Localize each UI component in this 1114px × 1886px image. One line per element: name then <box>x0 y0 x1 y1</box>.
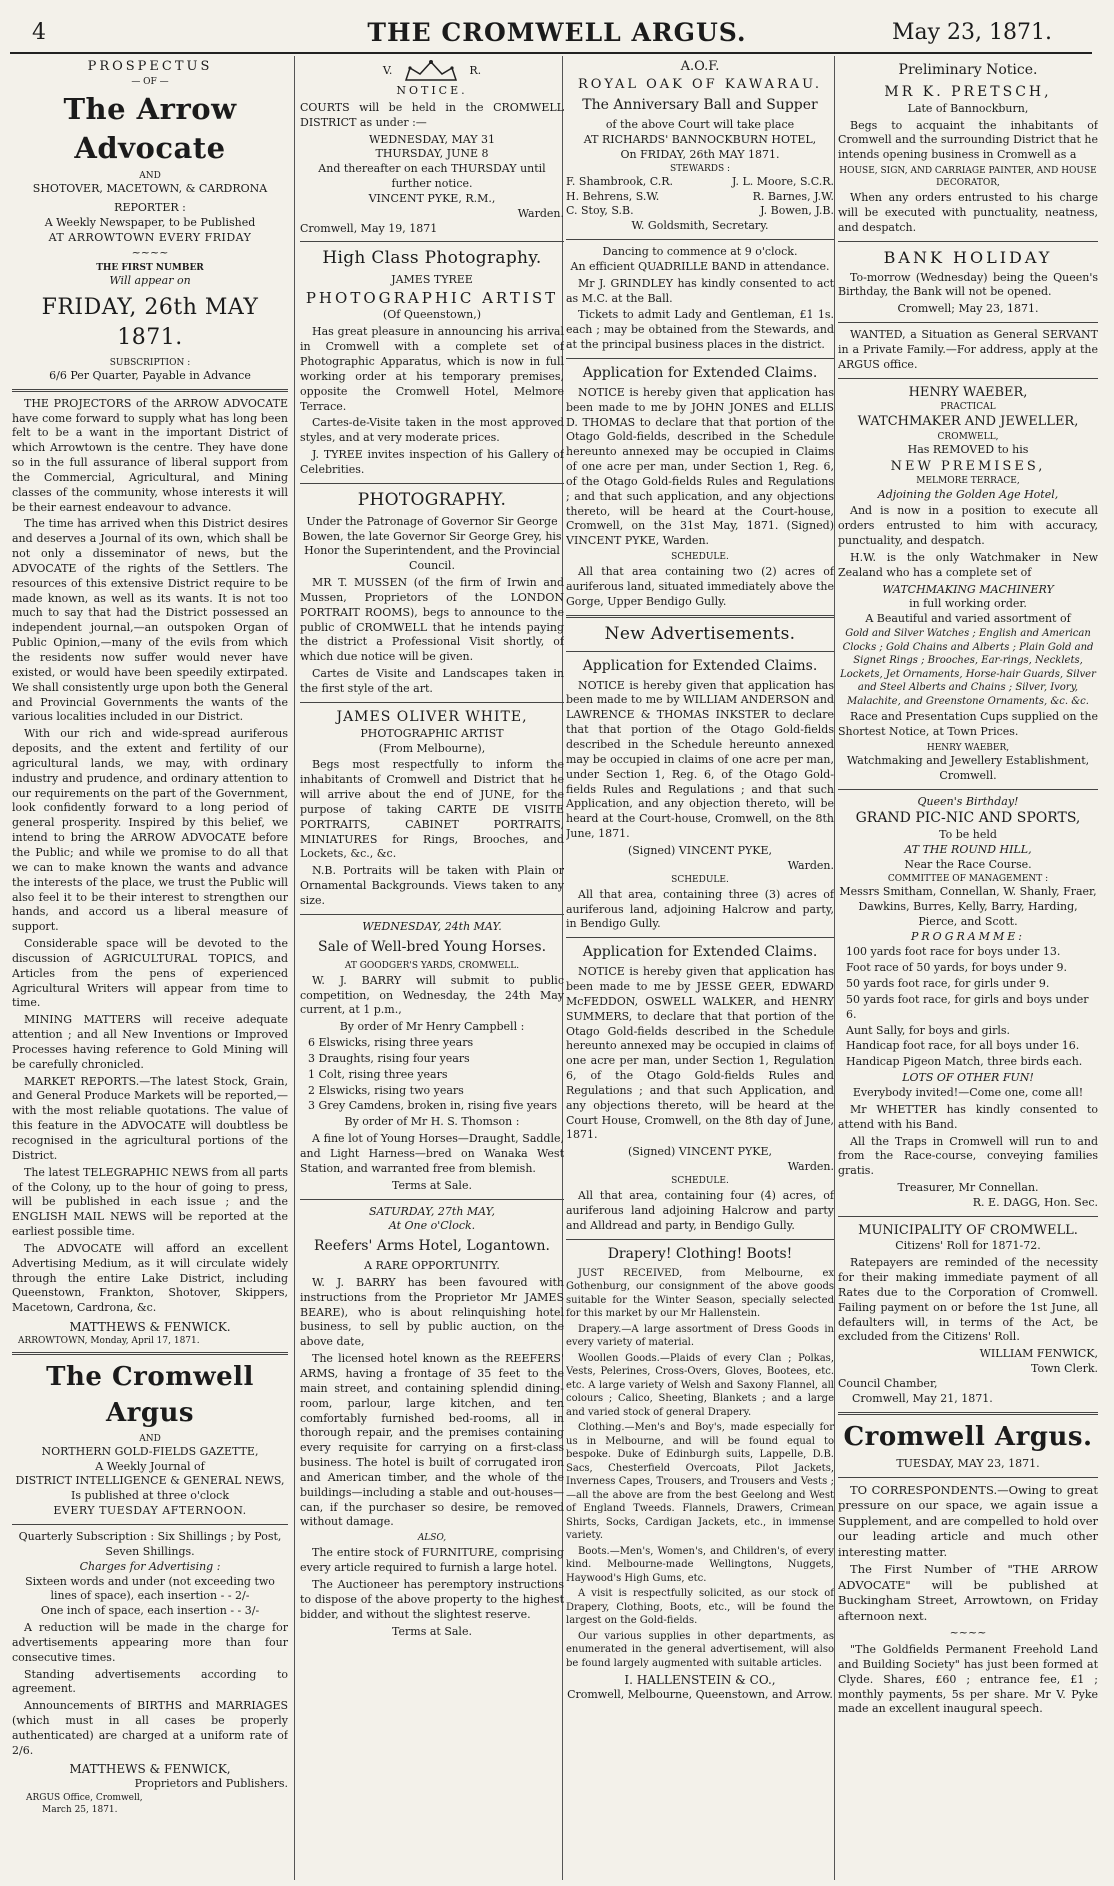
barry-sale: W. J. BARRY will submit to public competition, on Wednesday, the 24th May current, at 1 p.m., <box>300 973 564 1017</box>
schedule-2: All that area, containing three (3) acres of auriferous land, adjoining Halcrow and party, in Bendigo Gully. <box>566 887 834 931</box>
tyree: JAMES TYREE <box>391 273 473 287</box>
arrow-advocate-masthead: The Arrow Advocate <box>63 91 237 165</box>
prospectus-paragraph: The ADVOCATE will afford an excellent Advertising Medium, as it will circulate widely through the entire Lake District, including Queenstown, Frankton, Shotover, Skippers, Macetown, Cardrona, &c. <box>12 1241 288 1315</box>
rule <box>566 615 834 618</box>
office: ARGUS Office, Cromwell, <box>26 1792 143 1803</box>
tuesday-note: EVERY TUESDAY AFTERNOON. <box>53 1504 247 1518</box>
dancing: Dancing to commence at 9 o'clock. <box>602 245 798 259</box>
photography-heading: PHOTOGRAPHY. <box>357 489 507 510</box>
programme: PROGRAMME: <box>911 929 1025 943</box>
cromwell-2: Cromwell. <box>939 768 997 782</box>
race-item: Foot race of 50 yards, for boys under 9. <box>846 961 1068 975</box>
extended-claims-heading: Application for Extended Claims. <box>582 657 818 674</box>
claims-notice-3: NOTICE is hereby given that application has been made to me by JESSE GEER, EDWARD McFEDDON, OSWELL WALKER, and HENRY SUMMERS, to declare that that portion of the Otago Gold-fields described in the Schedule hereunto annexed may be occupied in claims of one acre per man, under Section 1, Regulation 6, of the Otago Gold-fields Rules and Regulations ; and that such Application, and any objections thereto, will be heard at the Court House, Cromwell, on the 8th day of June, 1871. <box>566 965 834 1142</box>
of-queenstown: (Of Queenstown,) <box>382 308 482 322</box>
column-4 <box>838 58 1098 1880</box>
weekly-note: A Weekly Newspaper, to be Published <box>44 215 256 229</box>
prospectus-paragraph: Considerable space will be devoted to the discussion of AGRICULTURAL TOPICS, and Articles from the pens of experienced Agricultural Writers will appear from time to time. <box>12 937 288 1010</box>
page-number: 4 <box>32 20 46 45</box>
wanted-ad: WANTED, a Situation as General SERVANT in a Private Family.—For address, apply at the ARGUS office. <box>838 328 1098 371</box>
schedule-label: SCHEDULE. <box>671 552 729 563</box>
race-item: Handicap Pigeon Match, three birds each. <box>846 1055 1083 1069</box>
one-oclock: At One o'Clock. <box>388 1219 476 1233</box>
grindley: Mr J. GRINDLEY has kindly consented to act as M.C. at the Ball. <box>566 276 834 305</box>
ornament: ~~~~ <box>131 246 169 260</box>
high-class-photography: High Class Photography. <box>322 248 542 269</box>
treasurer: Treasurer, Mr Connellan. <box>897 1181 1039 1195</box>
stewards-row <box>566 175 834 190</box>
committee: COMMITTEE OF MANAGEMENT : <box>887 873 1049 884</box>
stewards-row <box>566 204 834 219</box>
jow-nb: N.B. Portraits will be taken with Plain or Ornamental Backgrounds. Views taken to any size. <box>300 864 564 907</box>
page-header <box>0 0 1114 52</box>
band: An efficient QUADRILLE BAND in attendance. <box>570 259 830 273</box>
rule <box>300 914 564 915</box>
signed: (Signed) VINCENT PYKE, <box>627 1145 773 1159</box>
traps: All the Traps in Cromwell will run to and from the Race-course, conveying families gratis. <box>838 1134 1098 1178</box>
photographic-artist: PHOTOGRAPHIC ARTIST <box>305 289 559 308</box>
woollen-goods: Woollen Goods.—Plaids of every Clan ; Polkas, Vests, Pelerines, Cross-Overs, Gloves, Bootees, etc. etc. A large variety of Welsh and Saxony Flannel, all colours ; Calico, Sheeting, Blankets ; and a large and varied stock of general Drapery. <box>566 1352 834 1418</box>
race-item: Handicap foot race, for all boys under 16. <box>846 1039 1080 1053</box>
gold-silver: Gold and Silver Watches ; English and American Clocks ; Gold Chains and Alberts ; Plain Gold and Signet Rings ; Brooches, Ear-rings, Necklets, Lockets, Jet Ornaments, Horse-hair Guards, Silver and Steel Alberts and Chains ; Silver, Ivory, Malachite, and Greenstone Ornaments, &c. &c. <box>840 628 1096 707</box>
subscription-price: 6/6 Per Quarter, Payable in Advance <box>49 368 251 382</box>
new-advertisements: New Advertisements. <box>604 623 796 644</box>
patronage: Under the Patronage of Governor Sir George Bowen, the late Governor Sir George Grey, his Honor the Superintendent, and the Provincial Council. <box>302 514 562 573</box>
rule <box>566 239 834 240</box>
rule <box>838 322 1098 323</box>
rare-opportunity: A RARE OPPORTUNITY. <box>364 1259 500 1273</box>
rule <box>838 1412 1098 1415</box>
cromwell-argus-masthead: The Cromwell Argus <box>46 1362 254 1428</box>
rate-2: One inch of space, each insertion - - 3/- <box>40 1604 260 1618</box>
crown-crest-icon <box>396 58 466 84</box>
journal-note: A Weekly Journal of <box>95 1459 205 1473</box>
reefers-heading: Reefers' Arms Hotel, Logantown. <box>314 1238 550 1255</box>
rule <box>566 651 834 652</box>
terms-2: Terms at Sale. <box>392 1624 472 1638</box>
practical: PRACTICAL <box>940 402 996 413</box>
visit-note: A visit is respectfully solicited, as our stock of Drapery, Clothing, Boots, etc., will be found the largest on the Gold-fields. <box>566 1588 834 1627</box>
rule <box>566 1239 834 1240</box>
chamber-date: Cromwell, May 21, 1871. <box>852 1391 993 1405</box>
tyree-invites: J. TYREE invites inspection of his Gallery of Celebrities. <box>300 448 564 476</box>
invited: Everybody invited!—Come one, come all! <box>852 1086 1084 1100</box>
anniversary-ball: The Anniversary Ball and Supper <box>582 97 818 114</box>
steward: R. Barnes, J.W. <box>752 189 834 203</box>
to-correspondents: TO CORRESPONDENTS.—Owing to great pressure on our space, we again issue a Supplement, and are compelled to hold over our leading article and much other interesting matter. <box>838 1482 1098 1559</box>
extended-claims-heading: Application for Extended Claims. <box>582 944 818 961</box>
council-chamber: Council Chamber, <box>838 1376 938 1390</box>
sale-date: WEDNESDAY, 24th MAY. <box>362 919 502 933</box>
waeber-position: And is now in a position to execute all orders entrusted to him with accuracy, punctuality, and despatch. <box>838 504 1098 548</box>
first-date: FRIDAY, 26th MAY 1871. <box>41 295 259 350</box>
column-2 <box>300 58 564 1880</box>
town-clerk: Town Clerk. <box>1031 1362 1098 1376</box>
citizens-roll: Citizens' Roll for 1871-72. <box>895 1239 1041 1253</box>
horse-lot: 6 Elswicks, rising three years <box>308 1036 474 1050</box>
steward: J. Bowen, J.B. <box>760 204 834 218</box>
rule <box>12 1524 288 1525</box>
editorial-date: TUESDAY, MAY 23, 1871. <box>896 1456 1040 1470</box>
first-number: THE FIRST NUMBER <box>96 263 204 274</box>
goldfields-society: "The Goldfields Permanent Freehold Land and Building Society" has just been formed at Clyde. Shares, £60 ; entrance fee, £1 ; monthly payments, 5s per share. Mr V. Pyke made an excellent inaugural speech. <box>838 1643 1098 1716</box>
prospectus-paragraph: THE PROJECTORS of the ARROW ADVOCATE have come forward to supply what has long been felt to be a want in the important District of which Arrowtown is the centre. They have done so in the full assurance of liberal support from the Commercial, Agricultural, and Mining classes of the community, whose interests it will be their earnest endeavour to advance. <box>12 396 288 514</box>
first-number-note: The First Number of "THE ARROW ADVOCATE" will be published at Buckingham Street, Arrowtown, on Friday afternoon next. <box>838 1562 1098 1623</box>
hallenstein: I. HALLENSTEIN & CO., <box>624 1673 776 1688</box>
rule <box>300 702 564 703</box>
jow-artist: PHOTOGRAPHIC ARTIST <box>360 726 504 740</box>
rule <box>566 937 834 938</box>
aof-heading: A.O.F. <box>680 59 720 74</box>
column-divider <box>834 56 835 1880</box>
district-note: DISTRICT INTELLIGENCE & GENERAL NEWS, <box>15 1474 285 1488</box>
licensed-hotel: The licensed hotel known as the REEFERS' ARMS, having a frontage of 35 feet to the main street, and containing splendid dining-room, parlour, large kitchen, and ten comfortably furnished bed-rooms, all in thorough repair, and the premises containing every requisite for carrying on a first-class business. The hotel is built of corrugated iron and American timber, and the whole of the buildings—including a stable and out-houses—can, if the purchaser so desire, be removed without damage. <box>300 1352 564 1529</box>
reporter: REPORTER : <box>114 200 186 214</box>
prospectus-heading: PROSPECTUS <box>87 59 213 74</box>
rule <box>838 789 1098 790</box>
prospectus-paragraph: With our rich and wide-spread auriferous deposits, and the extent and fertility of our agricultural lands, we may, with ordinary industry and prudence, and ordinary attention to our requirements on the part of the Government, look confidently forward to a long period of general prosperity. Inspired by this belief, we intend to bring the ARROW ADVOCATE before the Public; and while we promise to do all that we can to make known the wants and advance the interests of the place, we trust the Public will also feel it to be their interest to strengthen our hands, and accord us a liberal measure of support. <box>12 727 288 934</box>
race-item: 50 yards foot race, for girls and boys under 6. <box>846 992 1089 1021</box>
also: ALSO, <box>417 1533 447 1544</box>
mussen-cartes: Cartes de Visite and Landscapes taken in the first style of the art. <box>300 667 564 695</box>
just-received: JUST RECEIVED, from Melbourne, ex Gothenburg, our consignment of the above goods suitable for the Winter Season, specially selected for this market by our Mr Hallenstein. <box>566 1267 834 1320</box>
melmore-terrace: MELMORE TERRACE, <box>916 476 1020 487</box>
reduction-note: A reduction will be made in the charge for advertisements appearing more than four consecutive times. <box>12 1621 288 1664</box>
v-letter: V. <box>382 64 393 77</box>
supplies-note: Our various supplies in other departments, as enumerated in the general advertisement, will also be found largely augmented with suitable articles. <box>566 1630 834 1669</box>
issue-date: May 23, 1871. <box>891 20 1052 45</box>
fine-horses: A fine lot of Young Horses—Draught, Saddle, and Light Harness—bred on Wanaka West Station, and warranted free from blemish. <box>300 1132 564 1175</box>
stewards-label: STEWARDS : <box>669 163 731 174</box>
sign-date: ARROWTOWN, Monday, April 17, 1871. <box>18 1336 200 1347</box>
rule <box>838 1477 1098 1478</box>
stewards-row <box>566 190 834 205</box>
horse-lot: 1 Colt, rising three years <box>308 1067 448 1081</box>
mussen-notice: MR T. MUSSEN (of the firm of Irwin and Mussen, Proprietors of the LONDON PORTRAIT ROOMS), begs to announce to the public of CROMWELL that he intends paying the district a Professional Visit shortly, of which due notice will be given. <box>300 576 564 664</box>
boots: Boots.—Men's, Women's, and Children's, of every kind. Melbourne-made Wellingtons, Nuggets, Haywood's High Gums, etc. <box>566 1545 834 1584</box>
rule <box>838 1216 1098 1217</box>
ball-date: On FRIDAY, 26th MAY 1871. <box>620 147 780 161</box>
only-watchmaker: H.W. is the only Watchmaker in New Zealand who has a complete set of <box>838 550 1098 579</box>
appear-note: Will appear on <box>109 274 191 288</box>
warden: Warden. <box>787 858 834 872</box>
to-be-held: To be held <box>939 828 997 842</box>
tyree-body: Has great pleasure in announcing his arrival in Cromwell with a complete set of Photographic Apparatus, which is now in full working order at his temporary premises, opposite the Cromwell Hotel, Melmore Terrace. <box>300 325 564 413</box>
tickets: Tickets to admit Lady and Gentleman, £1 1s. each ; may be obtained from the Stewards, and at the principal business places in the district. <box>566 308 834 352</box>
rule <box>12 1352 288 1355</box>
published-note: Is published at three o'clock <box>71 1489 229 1503</box>
bank-date: Cromwell; May 23, 1871. <box>897 302 1039 316</box>
whetter: Mr WHETTER has kindly consented to attend with his Band. <box>838 1102 1098 1131</box>
courts-notice: COURTS will be held in the CROMWELL DISTRICT as under :— <box>300 100 564 129</box>
argus-masthead-small: Cromwell Argus. <box>843 1421 1093 1452</box>
committee-members: Messrs Smitham, Connellan, W. Shanly, Fraer, Dawkins, Burres, Kelly, Barry, Harding, Pierce, and Scott. <box>839 885 1097 928</box>
from-melbourne: (From Melbourne), <box>378 741 486 755</box>
claims-notice-2: NOTICE is hereby given that application has been made to me by WILLIAM ANDERSON and LAWRENCE & THOMAS INKSTER to declare that that portion of the Otago Gold-fields described in the Schedule hereunto annexed may be occupied in claims of one acre per man, under Section 1, Reg. 6, of the Otago Gold-fields Rules and Regulations ; and that such Application, and any objection thereto, will be heard at the Court-house, Cromwell, on the 8th June, 1871. <box>566 678 834 841</box>
horse-lot: 3 Grey Camdens, broken in, rising five years <box>308 1099 558 1113</box>
warden: Warden. <box>787 1160 834 1174</box>
signed: (Signed) VINCENT PYKE, <box>627 843 773 857</box>
new-premises: NEW PREMISES, <box>890 458 1046 474</box>
adjoining: Adjoining the Golden Age Hotel, <box>877 487 1059 501</box>
schedule-3: All that area, containing four (4) acres, of auriferous land adjoining Halcrow and party and Alldread and party, in Bendigo Gully. <box>566 1189 834 1232</box>
assortment: A Beautiful and varied assortment of <box>865 612 1071 626</box>
prospectus-paragraph: MINING MATTERS will receive adequate attention ; and all New Inventions or Improved Processes having reference to Gold Mining will be carefully chronicled. <box>12 1013 288 1071</box>
office-date: March 25, 1871. <box>42 1804 118 1815</box>
horse-lot: 2 Elswicks, rising two years <box>308 1083 464 1097</box>
round-hill: AT THE ROUND HILL, <box>904 843 1032 857</box>
municipality: MUNICIPALITY OF CROMWELL. <box>858 1222 1078 1238</box>
late-of: Late of Bannockburn, <box>907 101 1029 115</box>
rule <box>566 358 834 359</box>
painter: HOUSE, SIGN, AND CARRIAGE PAINTER, AND HOUSE DECORATOR, <box>839 166 1097 189</box>
removed: Has REMOVED to his <box>907 443 1029 456</box>
clothing: Clothing.—Men's and Boy's, made especially for us in Melbourne, and will be found equal to bespoke. Duke of Edinburgh suits, Lappelle, D.B. Sacs, Chesterfield Overcoats, Pilot Jackets, Inverness Capes, Trousers, and Trousers and Vests ;—all the above are from the best Geelong and West of England Tweeds. Flannels, Drawers, Crimean Shirts, Socks, Cardigan Jackets, etc., in immense variety. <box>566 1422 834 1542</box>
r-letter: R. <box>469 64 482 77</box>
drapery-item: Drapery.—A large assortment of Dress Goods in every variety of material. <box>566 1323 834 1349</box>
notice-heading: NOTICE. <box>396 84 468 97</box>
districts: SHOTOVER, MACETOWN, & CARDRONA <box>32 182 268 196</box>
court-date-1: WEDNESDAY, MAY 31 <box>368 132 496 146</box>
bannockburn-hotel: AT RICHARDS' BANNOCKBURN HOTEL, <box>583 132 817 146</box>
steward: J. L. Moore, S.C.R. <box>731 174 834 188</box>
rule <box>838 378 1098 379</box>
court-after: And thereafter on each THURSDAY until further notice. <box>318 162 546 191</box>
cromwell: CROMWELL, <box>937 431 999 442</box>
standing-note: Standing advertisements according to agreement. <box>12 1667 288 1696</box>
column-divider <box>294 56 295 1880</box>
of-label: — OF — <box>131 76 169 87</box>
column-3 <box>566 58 834 1880</box>
pretsch-begs: Begs to acquaint the inhabitants of Cromwell and the surrounding District that he intends opening business in Cromwell as a <box>838 118 1098 162</box>
signers: MATTHEWS & FENWICK. <box>69 1320 231 1335</box>
gazette: NORTHERN GOLD-FIELDS GAZETTE, <box>41 1444 259 1458</box>
furniture: The entire stock of FURNITURE, comprising every article required to furnish a large hotel. <box>300 1546 564 1575</box>
horse-lot: 3 Draughts, rising four years <box>308 1051 470 1065</box>
queens-birthday: Queen's Birthday! <box>917 794 1019 808</box>
barry-reefers: W. J. BARRY has been favoured with instructions from the Proprietor Mr JAMES BEARE), who is about relinquishing hotel business, to sell by public auction, on the above date, <box>300 1275 564 1349</box>
bank-body: To-morrow (Wednesday) being the Queen's Birthday, the Bank will not be opened. <box>838 270 1098 299</box>
and-label: AND <box>139 170 161 181</box>
court-date-2: THURSDAY, JUNE 8 <box>375 147 489 161</box>
schedule-label: SCHEDULE. <box>671 1175 729 1186</box>
steward: H. Behrens, S.W. <box>566 189 660 203</box>
lots-of-fun: LOTS OF OTHER FUN! <box>902 1071 1034 1085</box>
courts-date: Cromwell, May 19, 1871 <box>300 221 438 235</box>
subscription-label: SUBSCRIPTION : <box>109 357 191 368</box>
court-note: of the above Court will take place <box>605 117 795 131</box>
secretary: W. Goldsmith, Secretary. <box>631 219 769 233</box>
rule <box>300 1199 564 1200</box>
sat-date: SATURDAY, 27th MAY, <box>368 1204 496 1218</box>
ornament: ~~~~ <box>949 1626 987 1640</box>
order-campbell: By order of Mr Henry Campbell : <box>339 1020 525 1034</box>
rule <box>300 483 564 484</box>
births-note: Announcements of BIRTHS and MARRIAGES (which must in all cases be properly authenticated) are charged at a uniform rate of 2/6. <box>12 1699 288 1757</box>
column-1 <box>12 58 288 1880</box>
steward: F. Shambrook, C.R. <box>566 174 674 188</box>
tyree-carte: Cartes-de-Visite taken in the most approved styles, and at very moderate prices. <box>300 416 564 445</box>
royal-oak: ROYAL OAK OF KAWARAU. <box>577 76 823 92</box>
prospectus-paragraph: The time has arrived when this District desires and deserves a Journal of its own, which shall be not only a disseminator of news, but the ADVOCATE of the rights of the Settlers. The resources of this extensive District require to be made known, as well as its wants. It is not too much to say that had the District possessed an independent journal,—an outspoken Organ of Public Opinion,—many of the evils from which the residents now suffer would never have existed, or would have been speedily extirpated. We shall consistently urge upon both the General and Provincial Governments the wants of the various localities included in our District. <box>12 517 288 724</box>
and-label: AND <box>139 1433 161 1444</box>
extended-claims-heading: Application for Extended Claims. <box>582 364 818 381</box>
order-thomson: By order of Mr H. S. Thomson : <box>344 1115 520 1129</box>
dagg: R. E. DAGG, Hon. Sec. <box>972 1195 1098 1209</box>
preliminary-notice: Preliminary Notice. <box>898 62 1038 78</box>
waeber: HENRY WAEBER, <box>908 384 1028 400</box>
fenwick: WILLIAM FENWICK, <box>979 1347 1098 1361</box>
proprietors: MATTHEWS & FENWICK, <box>69 1761 231 1776</box>
rule <box>838 241 1098 242</box>
jow-body: Begs most respectfully to inform the inhabitants of Cromwell and District that he will arrive about the end of JUNE, for the purpose of taking CARTE DE VISITE PORTRAITS, CABINET PORTRAITS, MINIATURES for Rings, Brooches, and Lockets, &c., &c. <box>300 758 564 861</box>
prospectus-paragraph: MARKET REPORTS.—The latest Stock, Grain, and General Produce Markets will be reported,—with the most reliable quotations. The value of this feature in the ADVOCATE will doubtless be recognised in the agricultural portions of the District. <box>12 1074 288 1162</box>
establishment: Watchmaking and Jewellery Establishment, <box>846 753 1090 767</box>
quarterly-sub: Quarterly Subscription : Six Shillings ; by Post, Seven Shillings. <box>18 1530 282 1558</box>
race-item: 50 yards foot race, for girls under 9. <box>846 977 1050 991</box>
waeber-2: HENRY WAEBER, <box>926 742 1010 753</box>
drapery-heading: Drapery! Clothing! Boots! <box>607 1245 793 1262</box>
charges-label: Charges for Advertising : <box>79 1559 221 1573</box>
newspaper-title: THE CROMWELL ARGUS. <box>367 18 747 47</box>
rule <box>12 389 288 392</box>
pretsch: MR K. PRETSCH, <box>884 83 1052 100</box>
horse-sale-heading: Sale of Well-bred Young Horses. <box>317 938 547 955</box>
pyke: VINCENT PYKE, R.M., <box>368 191 496 205</box>
pretsch-when: When any orders entrusted to his charge will be executed with punctuality, neatness, and despatch. <box>838 191 1098 235</box>
rate-1: Sixteen words and under (not exceeding two lines of space), each insertion - - 2/- <box>25 1574 275 1603</box>
schedule-1: All that area containing two (2) acres of auriferous land, situated immediately above the Gorge, Upper Bendigo Gully. <box>566 565 834 608</box>
cups: Race and Presentation Cups supplied on the Shortest Notice, at Town Prices. <box>838 710 1098 738</box>
race-item: 100 yards foot race for boys under 13. <box>846 945 1061 959</box>
prospectus-paragraph: The latest TELEGRAPHIC NEWS from all parts of the Colony, up to the hour of going to press, will be published in each issue ; and the ENGLISH MAIL NEWS will be reported at the earliest possible time. <box>12 1165 288 1239</box>
claims-notice-1: NOTICE is hereby given that application has been made to me by JOHN JONES and ELLIS D. THOMAS to declare that that portion of the Otago Gold-fields, described in the Schedule hereunto annexed may be occupied in Claims of one acre per man, under Section 1, Reg. 6, of the Otago Gold-fields Rules and Regulations ; and that such application, and any objections thereto, will be heard at the Court-house, Cromwell, on the 31st May, 1871. (Signed) VINCENT PYKE, Warden. <box>566 385 834 548</box>
schedule-label: SCHEDULE. <box>671 874 729 885</box>
ratepayers: Ratepayers are reminded of the necessity for their making immediate payment of all Rates due to the Corporation of Cromwell. Failing payment on or before the 1st June, all defaulters will, in terms of the Act, be excluded from the Citizens' Roll. <box>838 1256 1098 1344</box>
bank-holiday: BANK HOLIDAY <box>883 247 1053 267</box>
proprietors-title: Proprietors and Publishers. <box>134 1776 288 1790</box>
near-race: Near the Race Course. <box>904 858 1032 872</box>
steward: C. Stoy, S.B. <box>566 204 634 218</box>
james-oliver-white: JAMES OLIVER WHITE, <box>336 708 528 725</box>
full-order: in full working order. <box>909 597 1027 611</box>
warden: Warden. <box>517 206 564 220</box>
race-item: Aunt Sally, for boys and girls. <box>846 1023 1011 1037</box>
auctioneer: The Auctioneer has peremptory instructions to dispose of the above property to the highest bidder, and without the slightest reserve. <box>300 1578 564 1621</box>
terms: Terms at Sale. <box>392 1178 472 1192</box>
header-rule <box>10 52 1092 54</box>
arrowtown-note: AT ARROWTOWN EVERY FRIDAY <box>48 230 252 244</box>
watchmaking-machinery: WATCHMAKING MACHINERY <box>882 582 1054 596</box>
watchmaker: WATCHMAKER AND JEWELLER, <box>857 414 1079 430</box>
royal-crest <box>300 58 564 84</box>
picnic-heading: GRAND PIC-NIC AND SPORTS, <box>855 810 1081 827</box>
rule <box>300 241 564 242</box>
goodger-yards: AT GOODGER'S YARDS, CROMWELL. <box>344 960 520 971</box>
hallenstein-places: Cromwell, Melbourne, Queenstown, and Arrow. <box>567 1688 833 1702</box>
